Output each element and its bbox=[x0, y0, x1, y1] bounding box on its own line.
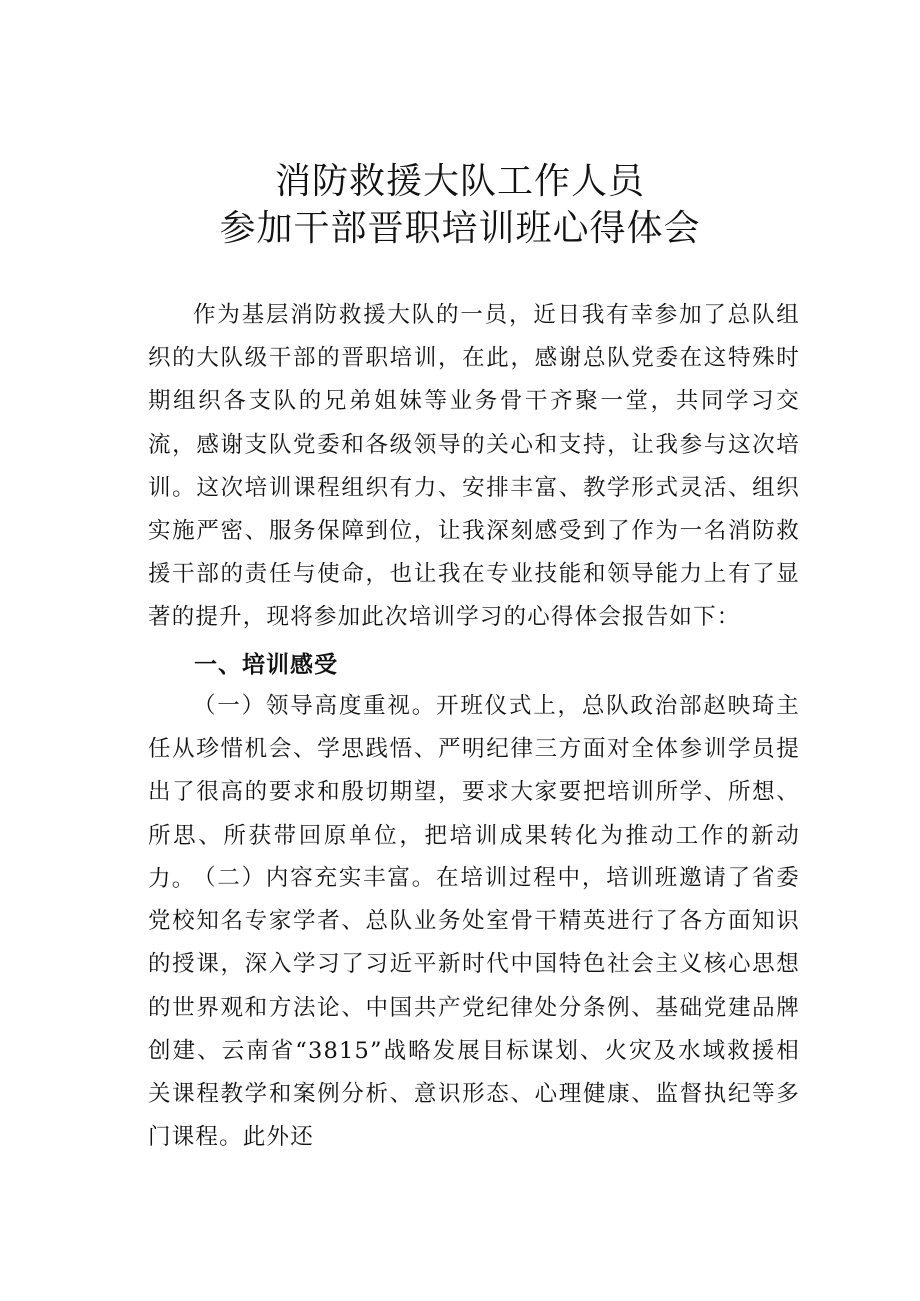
section-heading-training-impressions: 一、培训感受 bbox=[194, 652, 338, 678]
intro-paragraph: 作为基层消防救援大队的一员，近日我有幸参加了总队组织的大队级干部的晋职培训，在此，感谢总队党委在这特殊时期组织各支队的兄弟姐妹等业务骨干齐聚一堂，共同学习交流，感谢支队党委和各级领导的关心和支持，让我参与这次培训。这次培训课程组织有力、安排丰富、教学形式灵活、组织实施严密、服务保障到位，让我深刻感受到了作为一名消防救援干部的责任与使命，也让我在专业技能和领导能力上有了显著的提升，现将参加此次培训学习的心得体会报告如下： bbox=[148, 302, 800, 631]
document-title-line-2: 参加干部晋职培训班心得体会 bbox=[219, 208, 701, 249]
paragraph-rich-content: （二）内容充实丰富。在培训过程中，培训班邀请了省委党校知名专家学者、总队业务处室骨干精英进行了各方面知识的授课，深入学习了习近平新时代中国特色社会主义核心思想的世界观和方法论、中国共产党纪律处分条例、基础党建品牌创建、云南省“3815”战略发展目标谋划、火灾及水域救援相关课程教学和案例分析、意识形态、心理健康、监督执纪等多门课程。此外还 bbox=[148, 865, 800, 1151]
paragraph-leadership-attention: （一）领导高度重视。开班仪式上，总队政治部赵映琦主任从珍惜机会、学思践悟、严明纪律三方面对全体参训学员提出了很高的要求和殷切期望，要求大家要把培训所学、所想、所思、所获带回原单位，把培训成果转化为推动工作的新动力。 bbox=[148, 693, 800, 892]
document-title-line-1: 消防救援大队工作人员 bbox=[274, 161, 645, 202]
